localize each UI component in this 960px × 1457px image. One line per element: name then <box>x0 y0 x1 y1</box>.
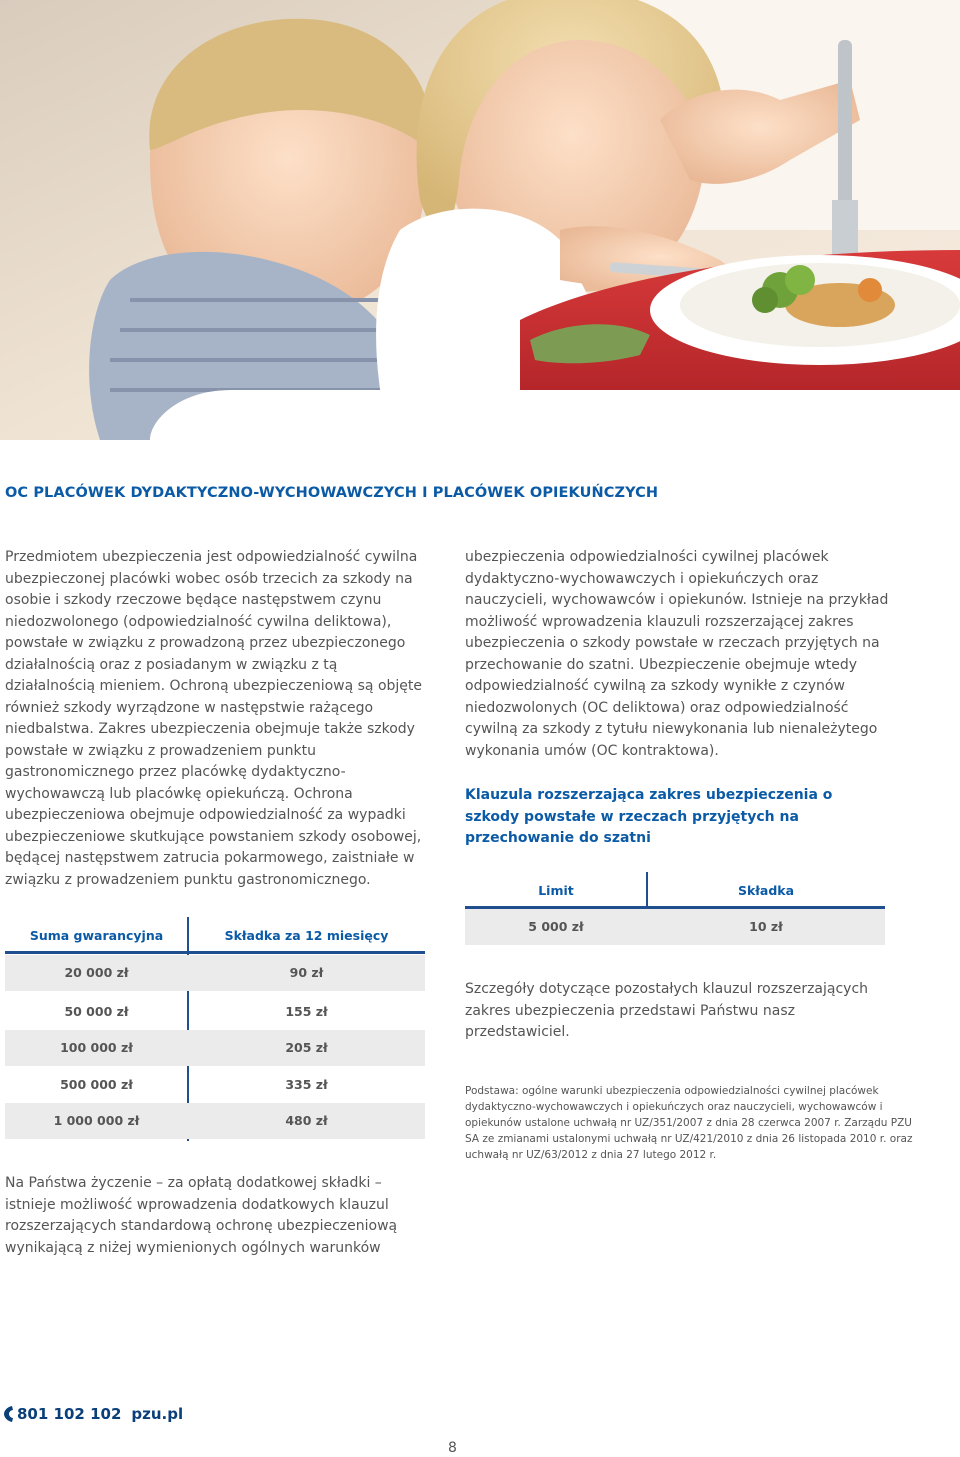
sum-value: 1 000 000 zł <box>53 1113 140 1128</box>
additional-clauses-note: Na Państwa życzenie – za opłatą dodatkowej składki – istnieje możliwość wprowadzenia dodatkowych klauzul rozszerzających standardową ochronę ubezpieczeniową wynikającą z niżej wymienionych ogólnych warunków <box>5 1175 398 1256</box>
sum-guarantee-table <box>5 917 425 1141</box>
clause-header-premium: Składka <box>737 883 795 898</box>
table-row <box>5 994 425 1030</box>
page-title: OC PLACÓWEK DYDAKTYCZNO-WYCHOWAWCZYCH I PLACÓWEK OPIEKUŃCZYCH <box>5 485 659 501</box>
clause-table-divider <box>646 872 648 909</box>
table-row <box>5 1067 425 1103</box>
sum-header-premium: Składka za 12 miesięcy <box>224 928 389 943</box>
footer-contact <box>3 1405 183 1423</box>
children-eating-illustration <box>0 0 960 440</box>
clause-limit-value: 5 000 zł <box>528 919 584 934</box>
clause-premium-value: 10 zł <box>749 919 783 934</box>
page-number: 8 <box>448 1440 457 1456</box>
sum-value: 500 000 zł <box>60 1077 133 1092</box>
premium-value: 335 zł <box>285 1077 328 1092</box>
sum-table-rule <box>5 951 425 954</box>
sum-value: 100 000 zł <box>60 1040 133 1055</box>
premium-value: 155 zł <box>285 1004 328 1019</box>
legal-basis-text: Podstawa: ogólne warunki ubezpieczenia odpowiedzialności cywilnej placówek dydaktyczno-wychowawczych i opiekuńczych oraz nauczycieli, wychowawców i opiekunów ustalone uchwałą nr UZ/351/2007 z dnia 28 czerwca 2007 r. Zarządu PZU SA ze zmianami ustalonymi uchwałą nr UZ/421/2010 z dnia 26 listopada 2010 r. oraz uchwałą nr UZ/63/2012 z dnia 27 lutego 2012 r. <box>465 1085 913 1161</box>
table-row <box>5 1103 425 1139</box>
premium-value: 480 zł <box>285 1113 328 1128</box>
clause-table <box>465 872 885 946</box>
table-row <box>5 955 425 991</box>
premium-value: 205 zł <box>285 1040 328 1055</box>
phone-number[interactable]: 801 102 102 <box>17 1405 122 1423</box>
table-row <box>5 1030 425 1066</box>
clause-heading: Klauzula rozszerzająca zakres ubezpieczenia o szkody powstałe w rzeczach przyjętych na przechowanie do szatni <box>465 787 833 846</box>
sum-header-guarantee: Suma gwarancyjna <box>29 928 164 943</box>
table-row <box>465 909 885 945</box>
phone-icon <box>3 1405 15 1423</box>
premium-value: 90 zł <box>289 965 324 980</box>
other-clauses-text: Szczegóły dotyczące pozostałych klauzul rozszerzających zakres ubezpieczenia przedstawi Państwu nasz przedstawiciel. <box>465 981 869 1040</box>
sum-value: 50 000 zł <box>64 1004 129 1019</box>
clause-header-limit: Limit <box>538 883 574 898</box>
subject-of-insurance-text: Przedmiotem ubezpieczenia jest odpowiedzialność cywilna ubezpieczonej placówki wobec osób trzecich za szkody na osobie i szkody rzeczowe będące następstwem czynu niedozwolonego (odpowiedzialność cywilna deliktowa), powstałe w związku z prowadzoną przez ubezpieczonego działalnością oraz z posiadanym w związku z tą działalnością mieniem. Ochroną ubezpieczeniową są objęte również szkody wyrządzone w następstwie rażącego niedbalstwa. Zakres ubezpieczenia obejmuje także szkody powstałe w związku z prowadzeniem punktu gastronomicznego przez placówkę dydaktyczno-wychowawczą lub placówkę opiekuńczą. Ochrona ubezpieczeniowa obejmuje odpowiedzialność za wypadki ubezpieczeniowe skutkujące powstaniem szkody osobowej, będącej następstwem zatrucia pokarmowego, zaistniałe w związku z prowadzeniem punktu gastronomicznego. <box>5 549 423 888</box>
website-link[interactable]: pzu.pl <box>131 1405 184 1423</box>
hero-photo <box>0 0 960 440</box>
sum-value: 20 000 zł <box>64 965 129 980</box>
extension-options-text: ubezpieczenia odpowiedzialności cywilnej placówek dydaktyczno-wychowawczych i opiekuńczych oraz nauczycieli, wychowawców i opiekunów. Istnieje na przykład możliwość wprowadzenia klauzuli rozszerzającej zakres ubezpieczenia o szkody powstałe w rzeczach przyjętych na przechowanie do szatni. Ubezpieczenie obejmuje wtedy odpowiedzialność cywilną za szkody wynikłe z czynów niedozwolonych (OC deliktowa) oraz odpowiedzialność cywilną za szkody z tytułu niewykonania lub nienależytego wykonania umów (OC kontraktowa). <box>465 549 889 759</box>
